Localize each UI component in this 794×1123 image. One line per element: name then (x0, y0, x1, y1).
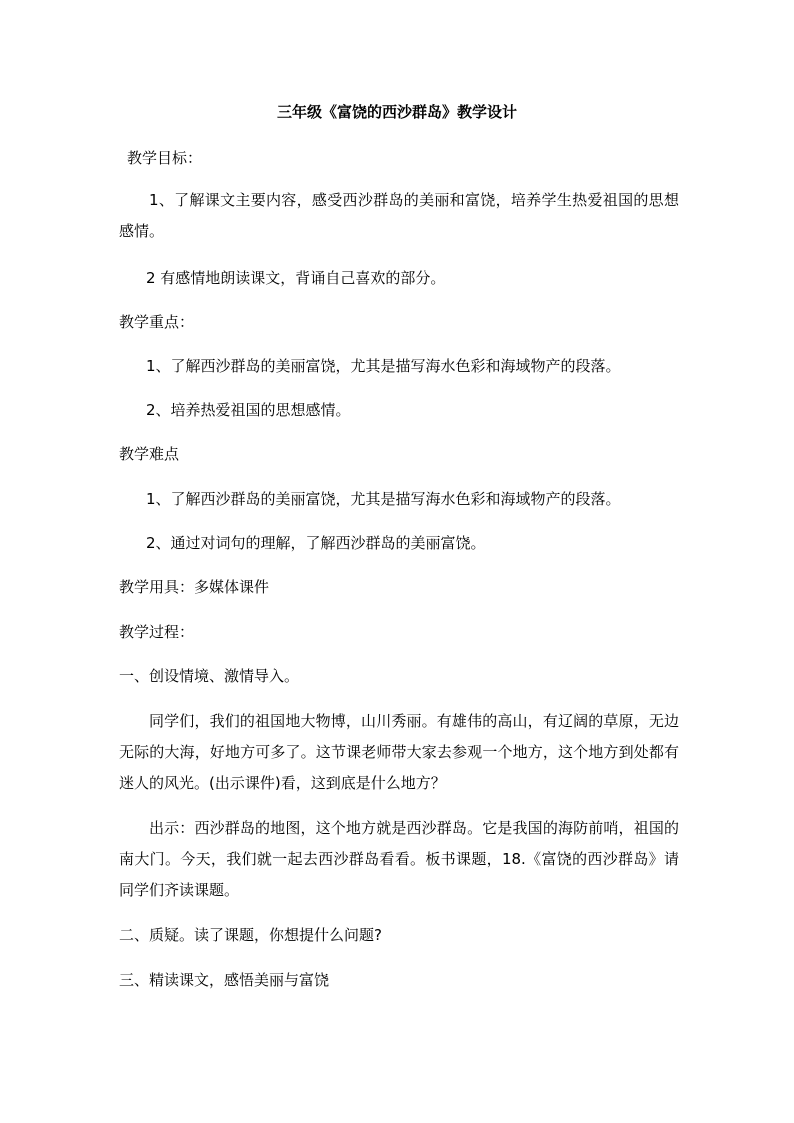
document-title: 三年级《富饶的西沙群岛》教学设计 (276, 103, 517, 121)
key-point-2: 2、培养热爱祖国的思想感情。 (146, 401, 351, 419)
key-points-heading: 教学重点： (119, 313, 195, 331)
section-3-heading: 三、精读课文，感悟美丽与富饶 (119, 971, 330, 989)
objectives-heading: 教学目标： (127, 149, 203, 167)
objective-1: 1、了解课文主要内容，感受西沙群岛的美丽和富饶，培养学生热爱祖国的思想感情。 (119, 191, 679, 240)
paragraph-1: 同学们，我们的祖国地大物博，山川秀丽。有雄伟的高山，有辽阔的草原，无边无际的大海，好地方可多了。这节课老师带大家去参观一个地方，这个地方到处都有迷人的风光。(出示课件)看，这到底是什么地方？ (119, 712, 679, 792)
process-heading: 教学过程： (119, 623, 195, 641)
objective-2: 2 有感情地朗读课文，背诵自己喜欢的部分。 (146, 269, 446, 287)
difficulty-2: 2、通过对词句的理解，了解西沙群岛的美丽富饶。 (146, 534, 486, 552)
paragraph-2: 出示：西沙群岛的地图，这个地方就是西沙群岛。它是我国的海防前哨，祖国的南大门。今天，我们就一起去西沙群岛看看。板书课题，18.《富饶的西沙群岛》请同学们齐读课题。 (119, 819, 679, 899)
section-1-heading: 一、创设情境、激情导入。 (119, 667, 300, 685)
difficulties-heading: 教学难点 (119, 445, 180, 463)
key-point-1: 1、了解西沙群岛的美丽富饶，尤其是描写海水色彩和海域物产的段落。 (146, 357, 621, 375)
section-2-heading: 二、质疑。读了课题，你想提什么问题? (119, 926, 382, 944)
difficulty-1: 1、了解西沙群岛的美丽富饶，尤其是描写海水色彩和海域物产的段落。 (146, 490, 621, 508)
teaching-tools: 教学用具：多媒体课件 (119, 578, 270, 596)
